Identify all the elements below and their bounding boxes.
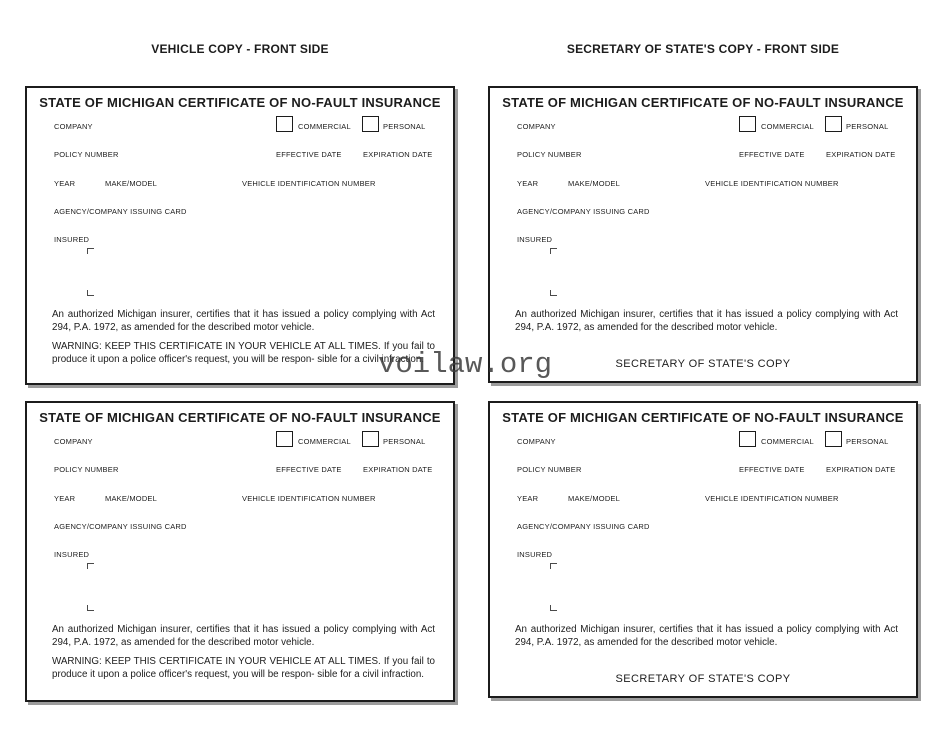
sos-copy-header: SECRETARY OF STATE'S COPY - FRONT SIDE (566, 42, 840, 56)
commercial-label: COMMERCIAL (761, 437, 814, 446)
sos-copy-label: SECRETARY OF STATE'S COPY (615, 673, 791, 685)
agency-label: AGENCY/COMPANY ISSUING CARD (517, 522, 650, 531)
certification-text: An authorized Michigan insurer, certifies that it has issued a policy complying with Act 294, P.A. 1972, as amended for the described motor vehicle. (515, 624, 898, 649)
address-window-top-mark (87, 248, 94, 254)
address-window-bottom-mark (87, 290, 94, 296)
certificate-card-sos-top (488, 86, 918, 383)
sos-copy-label: SECRETARY OF STATE'S COPY (615, 358, 791, 370)
year-label: YEAR (54, 494, 76, 503)
address-window-top-mark (550, 248, 557, 254)
company-label: COMPANY (517, 122, 556, 131)
personal-checkbox[interactable] (362, 431, 379, 447)
address-window-bottom-mark (87, 605, 94, 611)
make-model-label: MAKE/MODEL (105, 179, 158, 188)
vin-label: VEHICLE IDENTIFICATION NUMBER (705, 494, 839, 503)
year-label: YEAR (517, 179, 539, 188)
address-window-bottom-mark (550, 290, 557, 296)
policy-number-label: POLICY NUMBER (517, 465, 582, 474)
make-model-label: MAKE/MODEL (568, 494, 621, 503)
expiration-date-label: EXPIRATION DATE (363, 150, 433, 159)
insured-label: INSURED (517, 550, 553, 559)
year-label: YEAR (517, 494, 539, 503)
commercial-checkbox[interactable] (276, 431, 293, 447)
commercial-label: COMMERCIAL (761, 122, 814, 131)
address-window-top-mark (87, 563, 94, 569)
effective-date-label: EFFECTIVE DATE (739, 150, 805, 159)
certificate-card-sos-bottom (488, 401, 918, 698)
certification-text: An authorized Michigan insurer, certifies that it has issued a policy complying with Act 294, P.A. 1972, as amended for the described motor vehicle. (515, 309, 898, 334)
agency-label: AGENCY/COMPANY ISSUING CARD (54, 207, 187, 216)
company-label: COMPANY (54, 122, 93, 131)
company-label: COMPANY (54, 437, 93, 446)
warning-text: WARNING: KEEP THIS CERTIFICATE IN YOUR VEHICLE AT ALL TIMES. If you fail to produce it upon a police officer's request, you will be respon- sible for a civil infraction. (52, 656, 435, 681)
effective-date-label: EFFECTIVE DATE (739, 465, 805, 474)
company-label: COMPANY (517, 437, 556, 446)
watermark-text: voilaw.org (378, 348, 553, 381)
personal-checkbox[interactable] (825, 431, 842, 447)
commercial-label: COMMERCIAL (298, 122, 351, 131)
vin-label: VEHICLE IDENTIFICATION NUMBER (705, 179, 839, 188)
make-model-label: MAKE/MODEL (568, 179, 621, 188)
vin-label: VEHICLE IDENTIFICATION NUMBER (242, 179, 376, 188)
address-window-top-mark (550, 563, 557, 569)
certificate-card-vehicle-top (25, 86, 455, 385)
year-label: YEAR (54, 179, 76, 188)
personal-label: PERSONAL (846, 122, 889, 131)
commercial-checkbox[interactable] (276, 116, 293, 132)
policy-number-label: POLICY NUMBER (54, 465, 119, 474)
vin-label: VEHICLE IDENTIFICATION NUMBER (242, 494, 376, 503)
commercial-checkbox[interactable] (739, 116, 756, 132)
certificate-card-vehicle-bottom (25, 401, 455, 702)
personal-label: PERSONAL (846, 437, 889, 446)
card-title: STATE OF MICHIGAN CERTIFICATE OF NO-FAULT INSURANCE (39, 410, 441, 425)
card-title: STATE OF MICHIGAN CERTIFICATE OF NO-FAULT INSURANCE (502, 95, 904, 110)
insured-label: INSURED (54, 550, 90, 559)
expiration-date-label: EXPIRATION DATE (826, 465, 896, 474)
certification-text: An authorized Michigan insurer, certifies that it has issued a policy complying with Act 294, P.A. 1972, as amended for the described motor vehicle. (52, 624, 435, 649)
agency-label: AGENCY/COMPANY ISSUING CARD (54, 522, 187, 531)
personal-label: PERSONAL (383, 122, 426, 131)
address-window-bottom-mark (550, 605, 557, 611)
insured-label: INSURED (517, 235, 553, 244)
agency-label: AGENCY/COMPANY ISSUING CARD (517, 207, 650, 216)
policy-number-label: POLICY NUMBER (54, 150, 119, 159)
personal-checkbox[interactable] (825, 116, 842, 132)
vehicle-copy-header: VEHICLE COPY - FRONT SIDE (151, 42, 329, 56)
personal-label: PERSONAL (383, 437, 426, 446)
certification-text: An authorized Michigan insurer, certifies that it has issued a policy complying with Act 294, P.A. 1972, as amended for the described motor vehicle. (52, 309, 435, 334)
make-model-label: MAKE/MODEL (105, 494, 158, 503)
warning-text: WARNING: KEEP THIS CERTIFICATE IN YOUR VEHICLE AT ALL TIMES. If you fail to produce it upon a police officer's request, you will be respon- sible for a civil infraction. (52, 341, 435, 366)
expiration-date-label: EXPIRATION DATE (363, 465, 433, 474)
policy-number-label: POLICY NUMBER (517, 150, 582, 159)
commercial-checkbox[interactable] (739, 431, 756, 447)
effective-date-label: EFFECTIVE DATE (276, 150, 342, 159)
expiration-date-label: EXPIRATION DATE (826, 150, 896, 159)
card-title: STATE OF MICHIGAN CERTIFICATE OF NO-FAULT INSURANCE (502, 410, 904, 425)
commercial-label: COMMERCIAL (298, 437, 351, 446)
insured-label: INSURED (54, 235, 90, 244)
card-title: STATE OF MICHIGAN CERTIFICATE OF NO-FAULT INSURANCE (39, 95, 441, 110)
effective-date-label: EFFECTIVE DATE (276, 465, 342, 474)
personal-checkbox[interactable] (362, 116, 379, 132)
